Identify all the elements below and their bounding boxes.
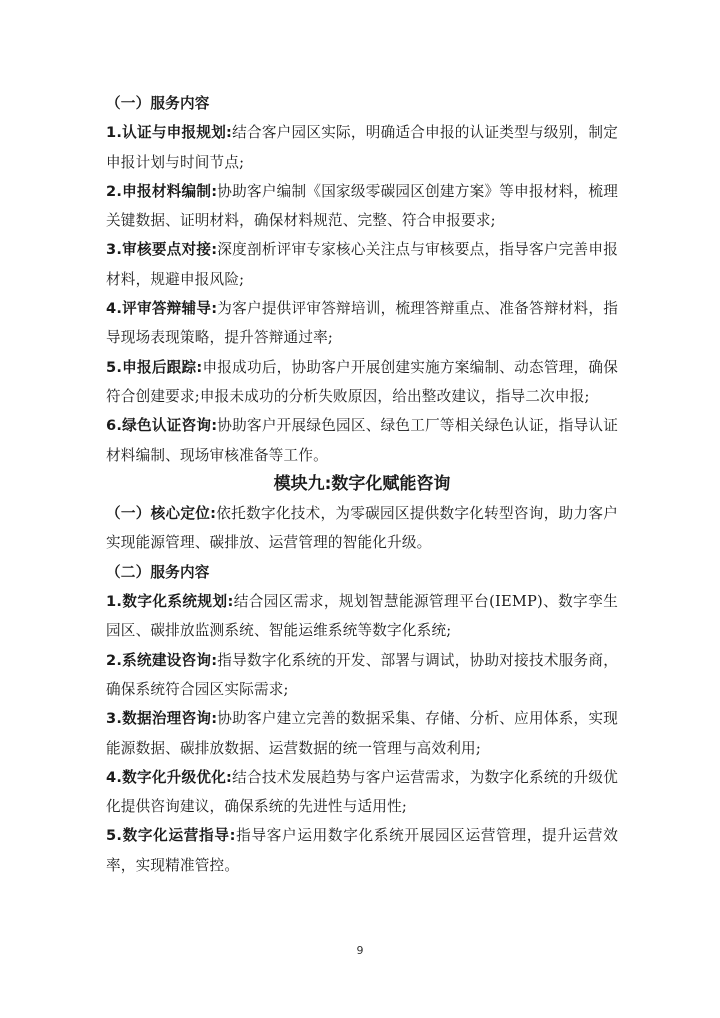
item-text: 指导客户运用数字化系统开展园区运营管理，提升运营效率，实现精准管控。 [106, 827, 618, 874]
item-lead: 2.申报材料编制: [106, 182, 218, 200]
item-text: 深度剖析评审专家核心关注点与审核要点，指导客户完善申报材料，规避申报风险; [106, 241, 618, 288]
item-text: 结合技术发展趋势与客户运营需求，为数字化系统的升级优化提供咨询建议，确保系统的先进性与适用性; [106, 768, 619, 816]
core-lead: （一）核心定位: [106, 505, 217, 523]
item-text: 协助客户编制《国家级零碳园区创建方案》等申报材料，梳理关键数据、证明材料，确保材料规范、完整、符合申报要求; [106, 182, 618, 230]
list-item [106, 294, 618, 353]
page-number: 9 [356, 944, 364, 957]
item-text: 协助客户开展绿色园区、绿色工厂等相关绿色认证，指导认证材料编制、现场审核准备等工作。 [106, 417, 618, 464]
list-item [106, 821, 618, 880]
section-heading-services: （一）服务内容 [106, 95, 210, 112]
item-lead: 4.数字化升级优化: [106, 768, 233, 786]
item-text: 指导数字化系统的开发、部署与调试，协助对接技术服务商，确保系统符合园区实际需求; [106, 651, 618, 698]
page-content [106, 89, 618, 880]
module-title: 模块九:数字化赋能咨询 [273, 473, 451, 494]
item-lead: 3.审核要点对接: [106, 241, 218, 259]
item-lead: 2.系统建设咨询: [106, 651, 218, 669]
section-heading-services-2: （二）服务内容 [106, 563, 210, 581]
item-lead: 4.评审答辩辅导: [106, 300, 218, 318]
list-item [106, 353, 618, 412]
list-item [106, 411, 618, 470]
list-item [106, 118, 618, 177]
list-item [106, 587, 618, 646]
item-lead: 6.绿色认证咨询: [106, 417, 218, 435]
item-text: 结合客户园区实际，明确适合申报的认证类型与级别，制定申报计划与时间节点; [106, 124, 619, 171]
item-text: 结合园区需求，规划智慧能源管理平台(IEMP)、数字孪生园区、碳排放监测系统、智能运维系统等数字化系统; [106, 593, 618, 640]
item-lead: 5.申报后跟踪: [106, 358, 203, 376]
core-text: 依托数字化技术，为零碳园区提供数字化转型咨询，助力客户实现能源管理、碳排放、运营管理的智能化升级。 [106, 505, 619, 552]
list-item [106, 763, 618, 822]
list-item [106, 177, 618, 236]
item-lead: 3.数据治理咨询: [106, 710, 218, 728]
item-text: 为客户提供评审答辩培训，梳理答辩重点、准备答辩材料，指导现场表现策略，提升答辩通过率; [106, 300, 618, 347]
item-text: 协助客户建立完善的数据采集、存储、分析、应用体系，实现能源数据、碳排放数据、运营数据的统一管理与高效利用; [106, 710, 618, 757]
core-positioning [106, 499, 618, 558]
item-lead: 5.数字化运营指导: [106, 827, 236, 845]
item-lead: 1.认证与申报规划: [106, 124, 233, 142]
list-item [106, 235, 618, 294]
list-item [106, 646, 618, 705]
list-item [106, 704, 618, 763]
item-lead: 1.数字化系统规划: [106, 593, 234, 611]
item-text: 申报成功后，协助客户开展创建实施方案编制、动态管理，确保符合创建要求;申报未成功的分析失败原因，给出整改建议，指导二次申报; [106, 358, 618, 405]
